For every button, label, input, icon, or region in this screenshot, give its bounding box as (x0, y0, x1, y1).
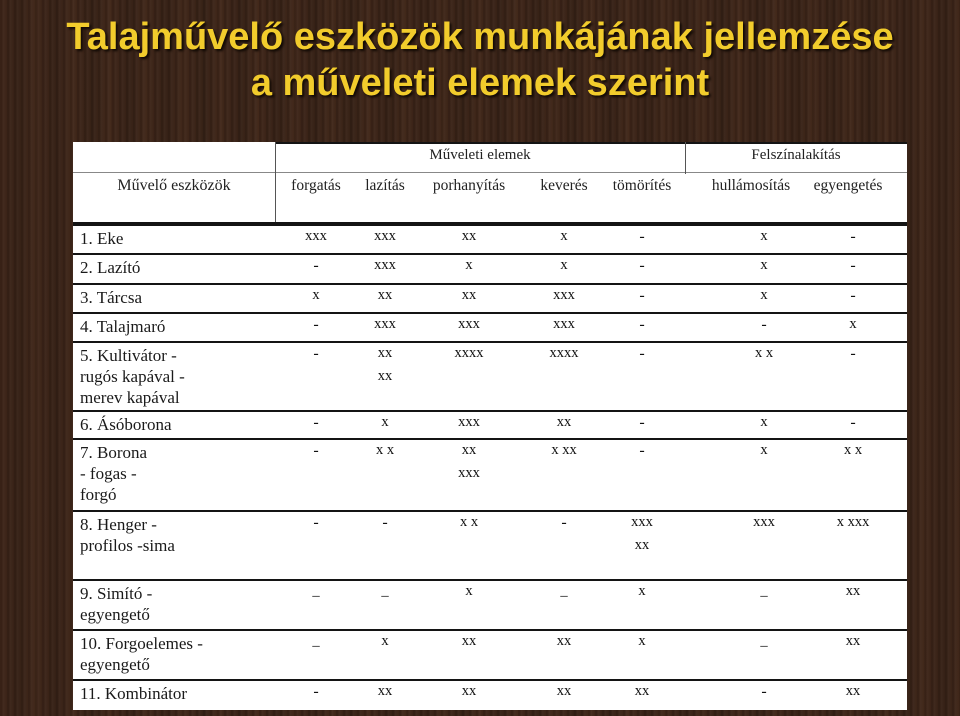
rating-cell: xx (461, 287, 477, 303)
rating-cell: - (850, 257, 856, 274)
rating-cell: xx (845, 683, 861, 699)
rating-cell: x xxx (836, 514, 870, 530)
rating-cell: _ (760, 633, 768, 649)
slide-title (0, 14, 960, 106)
rating-cell: - (850, 287, 856, 304)
rating-cell: - (850, 414, 856, 431)
rating-cell: - (639, 316, 645, 333)
rating-cell: xxx (553, 316, 575, 332)
tool-label-line: forgó (80, 485, 117, 504)
tool-label-line: 4. Talajmaró (80, 317, 166, 336)
tool-label (80, 287, 142, 308)
rating-cell: - (561, 514, 567, 531)
rating-cell: _ (312, 583, 320, 599)
rating-cell: xxx (374, 316, 396, 332)
tool-label-line: 6. Ásóborona (80, 415, 172, 434)
rating-cell: - (850, 345, 856, 362)
rating-cell: x (312, 287, 320, 303)
tool-label (80, 228, 123, 249)
rating-cell: x x (754, 345, 774, 361)
rating-cell: xxx (458, 465, 480, 481)
rating-cell: x (560, 228, 568, 244)
rating-cell: x (760, 257, 768, 273)
rating-cell: xx (556, 633, 572, 649)
column-header-3: porhanyítás (432, 177, 506, 194)
rating-cell: xxxx (549, 345, 579, 361)
title-line-2: a műveleti elemek szerint (250, 62, 710, 104)
rating-cell: _ (312, 633, 320, 649)
tool-label-line: 8. Henger - (80, 515, 157, 534)
tool-label (80, 683, 187, 704)
tool-label-line: profilos -sima (80, 536, 175, 555)
row-separator (73, 438, 907, 440)
tool-label-line: 3. Tárcsa (80, 288, 142, 307)
column-header-1: forgatás (291, 177, 341, 194)
rating-cell: xxx (631, 514, 653, 530)
tool-label-line: merev kapával (80, 388, 180, 407)
rating-cell: - (761, 316, 767, 333)
rating-cell: - (382, 514, 388, 531)
rating-cell: - (639, 287, 645, 304)
rating-cell: - (313, 345, 319, 362)
row-separator (73, 679, 907, 681)
tool-label-line: 2. Lazító (80, 258, 141, 277)
rating-cell: x xx (551, 442, 577, 458)
rating-cell: xx (461, 633, 477, 649)
rating-cell: xxx (753, 514, 775, 530)
rating-cell: xx (377, 368, 393, 384)
rating-cell: x (381, 633, 389, 649)
row-separator (73, 312, 907, 314)
row-separator (73, 341, 907, 343)
rating-cell: x x (375, 442, 395, 458)
column-header-2: lazítás (365, 177, 405, 194)
rating-cell: - (761, 683, 767, 700)
column-header-4: keverés (540, 177, 588, 194)
tool-label-line: 5. Kultivátor - (80, 346, 177, 365)
row-separator (73, 224, 907, 226)
tool-label (80, 414, 172, 435)
rating-cell: xx (461, 683, 477, 699)
tool-label-line: - fogas - (80, 464, 137, 483)
rating-cell: xxx (374, 228, 396, 244)
rating-cell: x (849, 316, 857, 332)
column-header-5: tömörítés (612, 177, 672, 194)
rating-cell: xx (377, 345, 393, 361)
rating-cell: x (381, 414, 389, 430)
rating-cell: - (639, 442, 645, 459)
rating-cell: x (560, 257, 568, 273)
tool-label-line: 10. Forgoelemes - (80, 634, 203, 653)
column-header-7: egyengetés (813, 177, 883, 194)
rating-cell: xxx (458, 414, 480, 430)
rating-cell: - (313, 514, 319, 531)
rating-cell: - (639, 414, 645, 431)
rating-cell: xx (461, 442, 477, 458)
rating-cell: x (465, 257, 473, 273)
rating-cell: x (638, 583, 646, 599)
tool-label (80, 583, 152, 625)
header-group-operations: Műveleti elemek (429, 147, 531, 163)
rating-cell: x (760, 442, 768, 458)
rating-cell: xxx (553, 287, 575, 303)
data-table (73, 142, 907, 710)
tool-label (80, 442, 147, 505)
row-separator (73, 510, 907, 512)
row-separator (73, 629, 907, 631)
rating-cell: xx (634, 683, 650, 699)
header-tools: Művelő eszközök (117, 177, 231, 194)
rating-cell: - (313, 442, 319, 459)
tool-label (80, 257, 140, 278)
tool-label-line: rugós kapával - (80, 367, 185, 386)
header-group-surface: Felszínalakítás (751, 147, 841, 163)
rating-cell: - (313, 414, 319, 431)
rating-cell: xx (845, 583, 861, 599)
rating-cell: - (313, 316, 319, 333)
tool-label (80, 514, 175, 556)
header-mid-border (73, 172, 907, 173)
rating-cell: xx (845, 633, 861, 649)
title-line-1: Talajművelő eszközök munkájának jellemzése (66, 16, 894, 58)
rating-cell: x (760, 287, 768, 303)
tool-label (80, 316, 165, 337)
row-separator (73, 579, 907, 581)
rating-cell: x (760, 414, 768, 430)
row-separator (73, 283, 907, 285)
rating-cell: - (639, 228, 645, 245)
rating-cell: xx (461, 228, 477, 244)
tool-label-line: egyengető (80, 655, 150, 674)
row-separator (73, 410, 907, 412)
tool-label-line: egyengető (80, 605, 150, 624)
rating-cell: _ (381, 583, 389, 599)
rating-cell: xx (556, 414, 572, 430)
rating-cell: x x (843, 442, 863, 458)
rating-cell: _ (760, 583, 768, 599)
rating-cell: - (850, 228, 856, 245)
rating-cell: xx (556, 683, 572, 699)
rating-cell: xxx (458, 316, 480, 332)
rating-cell: - (313, 683, 319, 700)
rating-cell: - (313, 257, 319, 274)
tool-label-line: 11. Kombinátor (80, 684, 188, 703)
rating-cell: - (639, 345, 645, 362)
rating-cell: xxx (305, 228, 327, 244)
tool-label (80, 345, 185, 408)
rating-cell: x (465, 583, 473, 599)
rating-cell: xxx (374, 257, 396, 273)
rating-cell: xxxx (454, 345, 484, 361)
rating-cell: x (760, 228, 768, 244)
rating-cell: xx (377, 287, 393, 303)
rating-cell: _ (560, 583, 568, 599)
tool-label-line: 1. Eke (80, 229, 124, 248)
rating-cell: x (638, 633, 646, 649)
rating-cell: xx (634, 537, 650, 553)
rating-cell: - (639, 257, 645, 274)
rating-cell: xx (377, 683, 393, 699)
header-top-border (275, 142, 907, 144)
tool-label-line: 9. Simító - (80, 584, 153, 603)
row-separator (73, 253, 907, 255)
rating-cell: x x (459, 514, 479, 530)
tool-label (80, 633, 203, 675)
column-header-6: hullámosítás (711, 177, 791, 194)
tool-label-line: 7. Borona (80, 443, 148, 462)
